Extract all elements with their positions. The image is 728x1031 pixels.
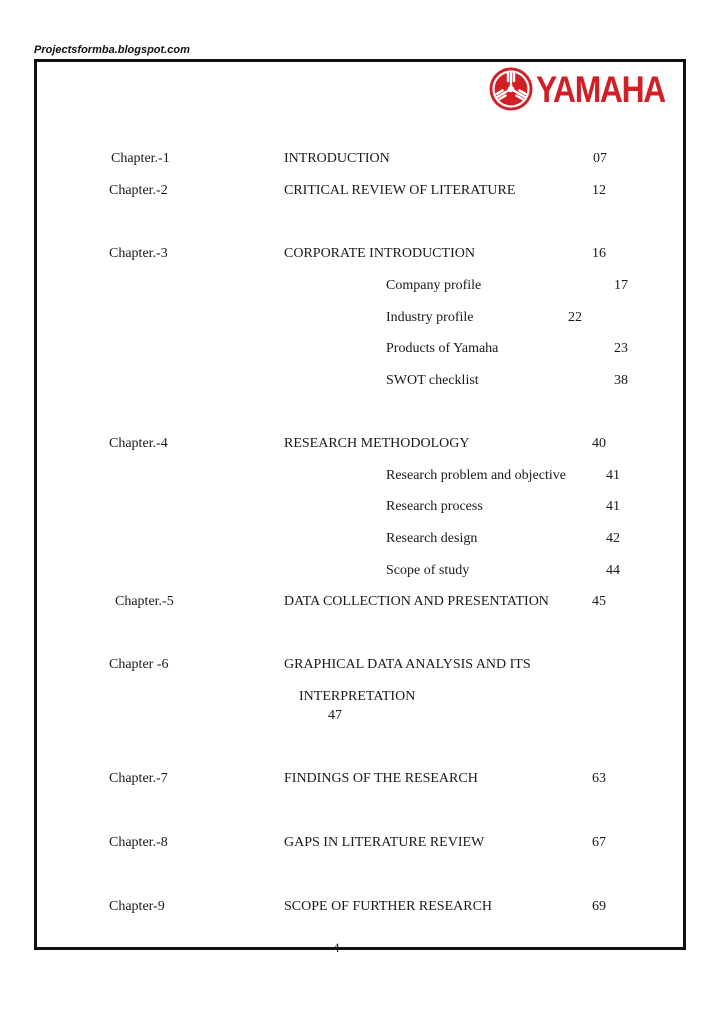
subsection-title: SWOT checklist xyxy=(386,373,479,388)
subsection-page: 23 xyxy=(614,341,628,356)
site-header: Projectsformba.blogspot.com xyxy=(34,44,190,56)
yamaha-tuning-fork-emblem-icon xyxy=(488,66,534,112)
chapter-5-label: Chapter.-5 xyxy=(115,594,174,609)
chapter-7-label: Chapter.-7 xyxy=(109,771,168,786)
chapter-6-title-line2: INTERPRETATION xyxy=(299,689,416,704)
subsection-title: Products of Yamaha xyxy=(386,341,499,356)
chapter-8-label: Chapter.-8 xyxy=(109,835,168,850)
chapter-7-title: FINDINGS OF THE RESEARCH xyxy=(284,771,478,786)
chapter-9-title: SCOPE OF FURTHER RESEARCH xyxy=(284,899,493,914)
subsection-page: 17 xyxy=(614,278,628,293)
subsection-title: Industry profile xyxy=(386,310,474,325)
page-number: 4 xyxy=(333,940,340,955)
chapter-2-label: Chapter.-2 xyxy=(109,183,168,198)
yamaha-logo xyxy=(488,66,680,112)
subsection-page: 41 xyxy=(606,499,620,514)
chapter-4-label: Chapter.-4 xyxy=(109,436,168,451)
chapter-1-title: INTRODUCTION xyxy=(284,151,390,166)
yamaha-wordmark: YAMAHA xyxy=(536,68,665,110)
subsection-title: Research design xyxy=(386,531,478,546)
subsection-page: 42 xyxy=(606,531,620,546)
chapter-8-page: 67 xyxy=(592,835,606,850)
chapter-6-title: GRAPHICAL DATA ANALYSIS AND ITS xyxy=(284,657,531,672)
chapter-1-label: Chapter.-1 xyxy=(111,151,170,166)
chapter-1-page: 07 xyxy=(593,151,607,166)
chapter-2-page: 12 xyxy=(592,183,606,198)
chapter-9-page: 69 xyxy=(592,899,606,914)
chapter-5-page: 45 xyxy=(592,594,606,609)
chapter-6-page: 47 xyxy=(328,708,342,723)
chapter-5-title: DATA COLLECTION AND PRESENTATION xyxy=(284,594,549,609)
chapter-3-page: 16 xyxy=(592,246,606,261)
chapter-8-title: GAPS IN LITERATURE REVIEW xyxy=(284,835,485,850)
subsection-page: 38 xyxy=(614,373,628,388)
subsection-title: Company profile xyxy=(386,278,482,293)
subsection-page: 44 xyxy=(606,563,620,578)
subsection-title: Research problem and objective xyxy=(386,468,566,483)
chapter-3-title: CORPORATE INTRODUCTION xyxy=(284,246,475,261)
subsection-title: Scope of study xyxy=(386,563,470,578)
chapter-4-title: RESEARCH METHODOLOGY xyxy=(284,436,470,451)
chapter-3-label: Chapter.-3 xyxy=(109,246,168,261)
chapter-4-page: 40 xyxy=(592,436,606,451)
chapter-6-label: Chapter -6 xyxy=(109,657,169,672)
chapter-2-title: CRITICAL REVIEW OF LITERATURE xyxy=(284,183,516,198)
subsection-page: 41 xyxy=(606,468,620,483)
chapter-7-page: 63 xyxy=(592,771,606,786)
subsection-page: 22 xyxy=(568,310,582,325)
subsection-title: Research process xyxy=(386,499,483,514)
chapter-9-label: Chapter-9 xyxy=(109,899,165,914)
